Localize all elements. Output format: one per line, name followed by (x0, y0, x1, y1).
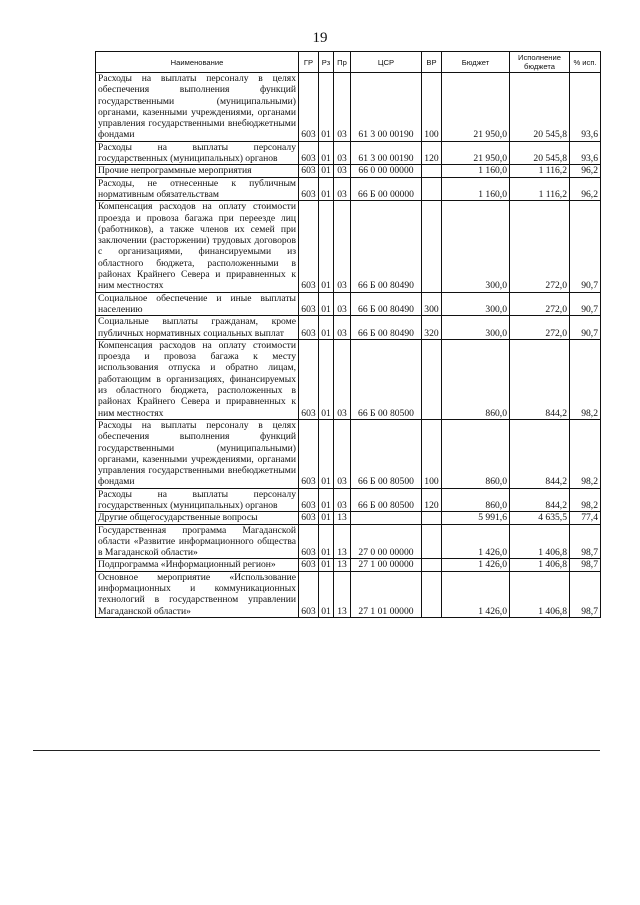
cell-pr: 03 (334, 141, 351, 165)
cell-budget: 1 426,0 (442, 571, 510, 617)
cell-percent: 77,4 (570, 512, 601, 524)
cell-csr: 27 1 00 00000 (351, 559, 422, 571)
header-budget: Бюджет (442, 52, 510, 73)
budget-execution-table (95, 51, 601, 618)
cell-name: Расходы на выплаты персоналу в целях обеспечения выполнения функций государственными (муниципальными) органами, казенными учреждениями, органами управления государственными внебюджетными фондами (96, 419, 299, 488)
table-row (96, 512, 601, 524)
cell-vr: 100 (422, 73, 442, 142)
cell-budget: 5 991,6 (442, 512, 510, 524)
cell-budget: 21 950,0 (442, 141, 510, 165)
cell-budget: 300,0 (442, 316, 510, 340)
cell-vr: 120 (422, 141, 442, 165)
cell-vr (422, 177, 442, 201)
cell-percent: 96,2 (570, 165, 601, 177)
cell-pr: 03 (334, 292, 351, 316)
cell-pr: 03 (334, 488, 351, 512)
cell-execution: 1 406,8 (510, 559, 570, 571)
cell-csr: 66 Б 00 00000 (351, 177, 422, 201)
cell-budget: 1 160,0 (442, 165, 510, 177)
cell-rz: 01 (319, 73, 334, 142)
cell-csr (351, 512, 422, 524)
cell-name: Подпрограмма «Информационный регион» (96, 559, 299, 571)
cell-rz: 01 (319, 339, 334, 419)
cell-vr: 300 (422, 292, 442, 316)
cell-pr: 03 (334, 339, 351, 419)
cell-percent: 93,6 (570, 73, 601, 142)
cell-vr (422, 165, 442, 177)
cell-budget: 1 426,0 (442, 524, 510, 559)
table-row (96, 177, 601, 201)
cell-vr (422, 339, 442, 419)
cell-percent: 90,7 (570, 201, 601, 292)
cell-csr: 66 Б 00 80500 (351, 488, 422, 512)
cell-csr: 27 0 00 00000 (351, 524, 422, 559)
cell-percent: 98,7 (570, 559, 601, 571)
cell-execution: 272,0 (510, 201, 570, 292)
table-row (96, 559, 601, 571)
cell-gr: 603 (299, 316, 319, 340)
cell-gr: 603 (299, 141, 319, 165)
cell-percent: 90,7 (570, 316, 601, 340)
cell-budget: 300,0 (442, 201, 510, 292)
cell-rz: 01 (319, 316, 334, 340)
table-row (96, 571, 601, 617)
cell-vr: 320 (422, 316, 442, 340)
cell-budget: 21 950,0 (442, 73, 510, 142)
cell-gr: 603 (299, 73, 319, 142)
cell-name: Социальные выплаты гражданам, кроме публичных нормативных социальных выплат (96, 316, 299, 340)
table-row (96, 292, 601, 316)
cell-execution: 1 406,8 (510, 524, 570, 559)
cell-execution: 20 545,8 (510, 141, 570, 165)
cell-percent: 98,2 (570, 488, 601, 512)
header-percent: % исп. (570, 52, 601, 73)
cell-csr: 27 1 01 00000 (351, 571, 422, 617)
table-row (96, 141, 601, 165)
cell-rz: 01 (319, 165, 334, 177)
page-number: 19 (312, 30, 328, 46)
cell-name: Компенсация расходов на оплату стоимости проезда и провоза багажа к месту использования отпуска и обратно лицам, работающим в организациях, финансируемых из областного бюджета, расположенных в районах Крайнего Севера и приравненных к ним местностях (96, 339, 299, 419)
cell-percent: 98,7 (570, 524, 601, 559)
cell-execution: 272,0 (510, 316, 570, 340)
table-row (96, 339, 601, 419)
header-gr: ГР (299, 52, 319, 73)
table-row (96, 165, 601, 177)
table-row (96, 419, 601, 488)
cell-pr: 03 (334, 419, 351, 488)
cell-pr: 13 (334, 571, 351, 617)
cell-csr: 61 3 00 00190 (351, 73, 422, 142)
table-header-row (96, 52, 601, 73)
cell-pr: 13 (334, 524, 351, 559)
cell-gr: 603 (299, 339, 319, 419)
cell-name: Прочие непрограммные мероприятия (96, 165, 299, 177)
cell-pr: 03 (334, 316, 351, 340)
cell-name: Основное мероприятие «Использование информационных и коммуникационных технологий в государственном управлении Магаданской области» (96, 571, 299, 617)
cell-execution: 20 545,8 (510, 73, 570, 142)
cell-name: Социальное обеспечение и иные выплаты населению (96, 292, 299, 316)
cell-budget: 860,0 (442, 419, 510, 488)
header-csr: ЦСР (351, 52, 422, 73)
cell-rz: 01 (319, 571, 334, 617)
table-row (96, 201, 601, 292)
table-row (96, 524, 601, 559)
cell-vr (422, 571, 442, 617)
table-row (96, 488, 601, 512)
cell-rz: 01 (319, 488, 334, 512)
table-body (96, 73, 601, 618)
cell-rz: 01 (319, 201, 334, 292)
cell-csr: 66 Б 00 80500 (351, 419, 422, 488)
cell-percent: 98,7 (570, 571, 601, 617)
cell-execution: 1 406,8 (510, 571, 570, 617)
cell-rz: 01 (319, 141, 334, 165)
header-name: Наименование (96, 52, 299, 73)
cell-vr (422, 512, 442, 524)
cell-vr (422, 559, 442, 571)
cell-gr: 603 (299, 165, 319, 177)
header-rz: Рз (319, 52, 334, 73)
cell-pr: 03 (334, 165, 351, 177)
cell-pr: 03 (334, 201, 351, 292)
cell-percent: 96,2 (570, 177, 601, 201)
cell-vr (422, 201, 442, 292)
table-row (96, 73, 601, 142)
cell-csr: 66 0 00 00000 (351, 165, 422, 177)
cell-csr: 61 3 00 00190 (351, 141, 422, 165)
cell-name: Другие общегосударственные вопросы (96, 512, 299, 524)
cell-execution: 272,0 (510, 292, 570, 316)
cell-execution: 844,2 (510, 419, 570, 488)
cell-gr: 603 (299, 524, 319, 559)
cell-name: Компенсация расходов на оплату стоимости проезда и провоза багажа при переезде лиц (работников), а также членов их семей при заключении (расторжении) трудовых договоров с организациями, финансируемыми из областного бюджета, расположенными в районах Крайнего Севера и приравненных к ним местностях (96, 201, 299, 292)
cell-gr: 603 (299, 292, 319, 316)
cell-vr: 100 (422, 419, 442, 488)
cell-execution: 844,2 (510, 339, 570, 419)
header-vr: ВР (422, 52, 442, 73)
header-execution: Исполнение бюджета (510, 52, 570, 73)
cell-execution: 844,2 (510, 488, 570, 512)
cell-budget: 860,0 (442, 339, 510, 419)
cell-pr: 03 (334, 177, 351, 201)
header-pr: Пр (334, 52, 351, 73)
cell-gr: 603 (299, 419, 319, 488)
cell-percent: 98,2 (570, 339, 601, 419)
cell-vr (422, 524, 442, 559)
cell-execution: 1 116,2 (510, 165, 570, 177)
cell-pr: 13 (334, 559, 351, 571)
cell-percent: 98,2 (570, 419, 601, 488)
cell-name: Расходы, не отнесенные к публичным нормативным обязательствам (96, 177, 299, 201)
cell-rz: 01 (319, 524, 334, 559)
cell-budget: 860,0 (442, 488, 510, 512)
table-row (96, 316, 601, 340)
cell-pr: 13 (334, 512, 351, 524)
cell-budget: 1 160,0 (442, 177, 510, 201)
cell-gr: 603 (299, 177, 319, 201)
cell-gr: 603 (299, 488, 319, 512)
cell-rz: 01 (319, 177, 334, 201)
cell-csr: 66 Б 00 80490 (351, 316, 422, 340)
cell-csr: 66 Б 00 80500 (351, 339, 422, 419)
cell-csr: 66 Б 00 80490 (351, 201, 422, 292)
cell-percent: 90,7 (570, 292, 601, 316)
cell-gr: 603 (299, 201, 319, 292)
footer-divider (33, 750, 600, 751)
cell-vr: 120 (422, 488, 442, 512)
cell-rz: 01 (319, 512, 334, 524)
cell-name: Расходы на выплаты персоналу государственных (муниципальных) органов (96, 141, 299, 165)
cell-percent: 93,6 (570, 141, 601, 165)
cell-name: Расходы на выплаты персоналу в целях обеспечения выполнения функций государственными (муниципальными) органами, казенными учреждениями, органами управления государственными внебюджетными фондами (96, 73, 299, 142)
cell-gr: 603 (299, 571, 319, 617)
cell-pr: 03 (334, 73, 351, 142)
cell-rz: 01 (319, 419, 334, 488)
cell-budget: 300,0 (442, 292, 510, 316)
cell-csr: 66 Б 00 80490 (351, 292, 422, 316)
cell-name: Государственная программа Магаданской области «Развитие информационного общества в Магаданской области» (96, 524, 299, 559)
cell-rz: 01 (319, 292, 334, 316)
cell-gr: 603 (299, 559, 319, 571)
cell-execution: 4 635,5 (510, 512, 570, 524)
cell-execution: 1 116,2 (510, 177, 570, 201)
cell-rz: 01 (319, 559, 334, 571)
cell-gr: 603 (299, 512, 319, 524)
cell-budget: 1 426,0 (442, 559, 510, 571)
cell-name: Расходы на выплаты персоналу государственных (муниципальных) органов (96, 488, 299, 512)
